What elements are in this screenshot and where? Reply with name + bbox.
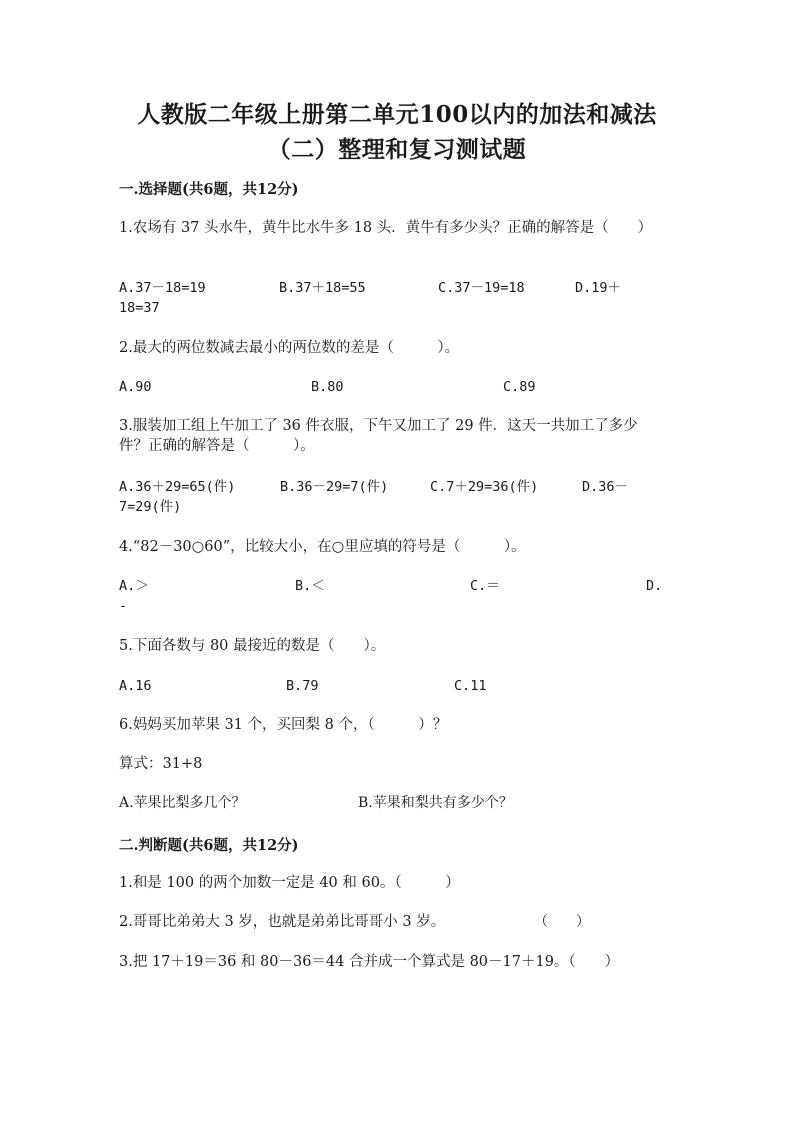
s1-q3-option-d-wrap: 7=29(件) (119, 499, 182, 515)
s2-question2: 2.哥哥比弟弟大 3 岁，也就是弟弟比哥哥小 3 岁。 (119, 914, 446, 930)
s2-question1: 1.和是 100 的两个加数一定是 40 和 60。（ ） (119, 875, 460, 891)
s1-question1: 1.农场有 37 头水牛，黄牛比水牛多 18 头．黄牛有多少头？正确的解答是（ ） (119, 220, 653, 236)
s1-q6-option-b: B.苹果和梨共有多少个？ (358, 795, 513, 811)
section1-heading: 一.选择题(共6题，共12分) (119, 181, 299, 198)
s2-q2-answer-blank: （ ） (534, 914, 590, 930)
s1-q4-option-d: D. (646, 578, 663, 594)
page-title-line1: 人教版二年级上册第二单元100以内的加法和减法 (137, 101, 657, 128)
s2-question3: 3.把 17＋19＝36 和 80－36＝44 合并成一个算式是 80－17＋19。（ ） (119, 954, 620, 970)
s1-q4-option-a: A.＞ (119, 578, 149, 594)
s1-q2-option-a: A.90 (119, 379, 152, 395)
s1-q2-option-b: B.80 (311, 379, 344, 395)
s1-q5-option-a: A.16 (119, 678, 152, 694)
s1-q1-option-d-wrap: 18=37 (119, 300, 160, 316)
s1-question5: 5.下面各数与 80 最接近的数是（ ）。 (119, 638, 386, 654)
section2-heading: 二.判断题(共6题，共12分) (119, 837, 299, 854)
s1-q3-option-b: B.36－29=7(件) (280, 479, 389, 495)
s1-q3-option-d: D.36－ (582, 479, 629, 495)
s1-q3-option-c: C.7＋29=36(件) (430, 479, 539, 495)
s1-q1-option-c: C.37－19=18 (438, 280, 525, 296)
s1-q1-option-d: D.19＋ (575, 280, 622, 296)
s1-q3-option-a: A.36＋29=65(件) (119, 479, 236, 495)
s1-q6-option-a: A.苹果比梨多几个？ (119, 795, 246, 811)
s1-q4-option-c: C.＝ (470, 578, 500, 594)
s1-q2-option-c: C.89 (503, 379, 536, 395)
s1-question2: 2.最大的两位数减去最小的两位数的差是（ ）。 (119, 340, 460, 356)
s1-q1-option-a: A.37－18=19 (119, 280, 206, 296)
page-title-line2: （二）整理和复习测试题 (267, 136, 527, 163)
s1-question6: 6.妈妈买加苹果 31 个，买回梨 8 个，（ ）？ (119, 717, 448, 733)
s1-q5-option-b: B.79 (286, 678, 319, 694)
s1-question4: 4.“82－30○60”，比较大小，在○里应填的符号是（ ）。 (119, 539, 526, 555)
s1-q4-option-d-wrap: - (119, 598, 128, 614)
s1-question3: 3.服装加工组上午加工了 36 件衣服，下午又加工了 29 件．这天一共加工了多少件？正确的解答是（ ）。 (119, 418, 638, 454)
s1-q6-formula: 算式：31+8 (119, 756, 203, 772)
s1-q5-option-c: C.11 (454, 678, 487, 694)
s1-q1-option-b: B.37＋18=55 (279, 280, 366, 296)
s1-q4-option-b: B.＜ (295, 578, 325, 594)
